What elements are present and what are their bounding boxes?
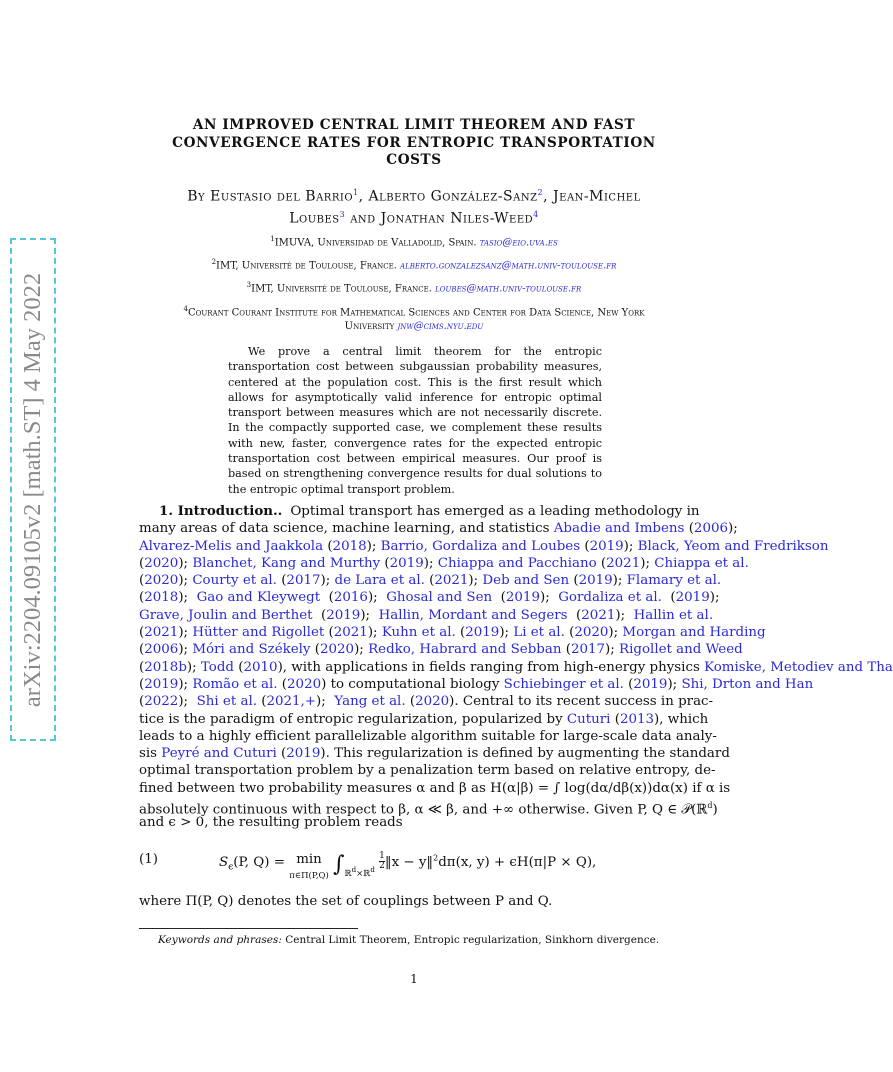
eq-frac-den: 2 <box>379 861 385 871</box>
title-line: AN IMPROVED CENTRAL LIMIT THEOREM AND FAST <box>192 117 636 133</box>
introduction-section <box>139 503 893 832</box>
text-span: ); <box>178 555 193 571</box>
text-span: ( <box>323 538 333 554</box>
citation-link[interactable]: Redko, Habrard and Sebban <box>368 642 562 658</box>
text-line <box>139 607 714 624</box>
text-span: ); <box>186 659 201 675</box>
citation-link[interactable]: Blanchet, Kang and Murthy <box>192 555 381 571</box>
eq-int-sup2: d <box>370 865 375 875</box>
citation-link[interactable]: 2020 <box>415 694 450 710</box>
text-span: ); <box>360 607 379 623</box>
citation-link[interactable]: Barrio, Gordaliza and Loubes <box>380 538 581 554</box>
text-span: ); <box>623 538 638 554</box>
arxiv-stamp[interactable] <box>10 238 56 741</box>
eq-body2: dπ(x, y) + ϵH(π|P × Q), <box>438 855 597 870</box>
text-span: ( <box>139 676 145 692</box>
text-span: ( <box>567 607 582 623</box>
citation-link[interactable]: 2019 <box>465 625 500 641</box>
citation-link[interactable]: Yang et al. <box>334 694 406 710</box>
citation-link[interactable]: 2017 <box>286 573 321 589</box>
text-span: ( <box>564 625 575 641</box>
text-line <box>139 797 718 818</box>
text-span: Optimal transport has emerged as a leading methodology in <box>290 504 700 519</box>
citation-link[interactable]: Móri and Székely <box>192 642 311 658</box>
eq-int-sub2: ×ℝ <box>356 869 371 879</box>
text-line <box>139 676 814 693</box>
text-span: ); <box>423 555 438 571</box>
text-span: ); <box>367 590 387 606</box>
text-span: ( <box>405 694 416 710</box>
text-span: ); <box>667 676 682 692</box>
affiliation-marker[interactable]: 4 <box>533 209 539 219</box>
text-span: ); <box>539 590 559 606</box>
citation-link[interactable]: 2020 <box>144 573 179 589</box>
footnote-label: Keywords and phrases: <box>158 934 282 946</box>
citation-link[interactable]: 2018b <box>144 659 187 675</box>
citation-link[interactable]: Romão et al. <box>192 676 278 692</box>
eq-int-sub: ℝ <box>344 869 352 879</box>
citation-link[interactable]: 2021 <box>434 573 469 589</box>
citation-link[interactable]: 2021 <box>333 625 368 641</box>
text-span: ( <box>380 555 390 571</box>
text-span: ( <box>277 676 288 692</box>
eq-lhs: S <box>219 855 229 870</box>
text-span: ( <box>139 659 145 675</box>
text-span: ( <box>580 538 590 554</box>
citation-link[interactable]: Courty et al. <box>192 573 277 589</box>
text-span: ); <box>612 573 627 589</box>
citation-link[interactable]: 2017 <box>570 642 606 658</box>
eq-min: min <box>296 852 322 867</box>
text-span: ); <box>178 590 197 606</box>
text-span: ( <box>424 573 435 589</box>
text-span: ( <box>139 642 145 658</box>
citation-link[interactable]: 2021 <box>144 625 179 641</box>
text-span: ); <box>608 625 623 641</box>
citation-link[interactable]: Todd <box>200 659 234 675</box>
eq-body-sup: 2 <box>433 853 439 863</box>
text-line <box>139 659 893 676</box>
text-span: ). Central to its recent success in prac- <box>449 694 714 710</box>
by-label: By <box>187 188 206 205</box>
text-line <box>139 711 709 728</box>
superscript: d <box>707 801 713 811</box>
title-line: CONVERGENCE RATES FOR ENTROPIC TRANSPORTATION <box>172 134 656 151</box>
eq-frac-num: 1 <box>379 851 385 861</box>
text-line <box>139 589 720 606</box>
eq-lhs-sub: ϵ <box>228 862 234 873</box>
text-line <box>139 693 714 710</box>
text-span: ( <box>276 573 287 589</box>
citation-link[interactable]: 2019 <box>144 676 179 692</box>
affiliation-text: University <box>344 321 395 333</box>
text-span: fined between two probability measures α and β as H(α|β) = ∫ log(dα/dβ(x))dα(x) if α is <box>139 780 731 796</box>
citation-link[interactable]: 2019 <box>389 555 424 571</box>
eq-integral: ∫ <box>333 852 345 877</box>
citation-link[interactable]: Abadie and Imbens <box>553 521 685 537</box>
text-span: ); <box>468 573 483 589</box>
text-span: ); <box>178 676 193 692</box>
affiliation-marker[interactable]: 3 <box>339 209 346 219</box>
affiliation-text: Courant Courant Institute for Mathematical Sciences and Center for Data Science, New York <box>188 307 645 319</box>
text-span: ( <box>139 625 145 641</box>
citation-link[interactable]: Chiappa and Pacchiano <box>437 555 597 571</box>
text-span: ( <box>661 590 676 606</box>
eq-int-sup: d <box>351 865 357 875</box>
footnote-rule <box>139 928 358 929</box>
affiliation <box>130 302 698 334</box>
paper-title <box>140 117 688 170</box>
citation-link[interactable]: 2019 <box>326 607 361 623</box>
citation-link[interactable]: 2019 <box>633 676 668 692</box>
citation-link[interactable]: Alvarez-Melis and Jaakkola <box>139 538 324 554</box>
text-span: ); <box>178 573 193 589</box>
citation-link[interactable]: 2019 <box>578 573 613 589</box>
text-span: ); <box>709 590 720 606</box>
text-span: ( <box>596 555 607 571</box>
text-span: ); <box>178 642 193 658</box>
and-label: and <box>350 210 376 227</box>
text-span: optimal transportation problem by a penalization term based on relative entropy, de- <box>139 763 716 779</box>
footnote <box>158 934 688 946</box>
text-span: many areas of data science, machine learning, and statistics <box>139 521 554 537</box>
citation-link[interactable]: 2020 <box>287 676 322 692</box>
citation-link[interactable]: Shi, Drton and Han <box>681 676 814 692</box>
citation-link[interactable]: Black, Yeom and Fredrikson <box>637 538 829 554</box>
citation-link[interactable]: Hallin, Mordant and Segers <box>378 607 568 623</box>
citation-link[interactable]: Li et al. <box>513 625 565 641</box>
text-span: tice is the paradigm of entropic regularization, popularized by <box>139 711 567 727</box>
affiliation-marker[interactable]: 1 <box>353 188 359 197</box>
text-span: ( <box>455 625 466 641</box>
text-line <box>139 538 829 555</box>
author-list: By Eustasio del Barrio$^1$, Alberto González-Sanz$^2$, Jean-Michel Loubes$^3$ and Jonathan Niles-Weed$^4$ <box>187 188 641 227</box>
affiliation <box>130 278 698 296</box>
affiliation-text: IMT, Université de Toulouse, France. <box>251 283 432 295</box>
equation-number: (1) <box>139 852 158 867</box>
citation-link[interactable]: Peyré and Cuturi <box>161 746 277 762</box>
text-span: ); <box>605 642 620 658</box>
text-span: ); <box>320 573 335 589</box>
citation-link[interactable]: Deb and Sen <box>482 573 570 589</box>
text-span: ) <box>712 802 718 818</box>
text-line <box>139 520 738 537</box>
affiliation-text: IMT, Université de Toulouse, France. <box>216 260 397 272</box>
text-line <box>139 780 731 797</box>
text-span: ); <box>316 694 335 710</box>
text-span: ); <box>366 538 381 554</box>
citation-link[interactable]: 2020 <box>144 555 179 571</box>
text-span: ( <box>139 573 145 589</box>
author-name: Jonathan Niles-Weed <box>380 210 534 227</box>
equation-1 <box>139 851 689 881</box>
text-span: ( <box>312 607 327 623</box>
citation-link[interactable]: Cuturi <box>566 711 611 727</box>
text-span: leads to a highly efficient parallelizable algorithm suitable for large-scale data analy- <box>139 728 717 744</box>
affiliation <box>130 255 698 273</box>
citation-link[interactable]: 2016 <box>333 590 368 606</box>
text-span: and ϵ > 0, the resulting problem reads <box>139 815 403 831</box>
citation-link[interactable]: 2019 <box>286 746 321 762</box>
citation-link[interactable]: Grave, Joulin and Berthet <box>139 607 313 623</box>
citation-link[interactable]: 2013 <box>619 711 655 727</box>
citation-link[interactable]: Gao and Kleywegt <box>196 590 321 606</box>
author-name: Loubes <box>289 210 340 227</box>
text-line <box>139 641 743 658</box>
citation-link[interactable]: Komiske, Metodiev and Tha <box>704 659 893 675</box>
text-line <box>139 572 722 589</box>
text-span: ( <box>139 590 145 606</box>
text-line <box>139 728 717 745</box>
text-span: ( <box>256 694 267 710</box>
affiliation-number: 4 <box>183 305 188 313</box>
email-link[interactable]: tasio@eio.uva.es <box>479 237 558 249</box>
text-span: ( <box>139 555 145 571</box>
text-span: ( <box>276 746 287 762</box>
text-line <box>139 503 700 520</box>
text-span: ); <box>615 607 634 623</box>
text-span: ) to computational biology <box>321 676 504 692</box>
citation-link[interactable]: 2020 <box>574 625 609 641</box>
affiliation-number: 3 <box>246 281 252 289</box>
citation-link[interactable]: Rigollet and Weed <box>619 642 743 658</box>
text-line <box>139 762 716 779</box>
eq-body: ‖x − y‖ <box>384 855 434 870</box>
affiliation-number: 1 <box>270 235 275 243</box>
text-span: ); <box>354 642 369 658</box>
text-span: ); <box>178 625 193 641</box>
affiliation-number: 2 <box>211 258 217 266</box>
text-line <box>139 555 749 572</box>
citation-link[interactable]: 2018 <box>332 538 367 554</box>
author-name: Jean-Michel <box>553 188 641 205</box>
citation-link[interactable]: 2006 <box>693 521 728 537</box>
citation-link[interactable]: 2019 <box>675 590 710 606</box>
citation-link[interactable]: Hallin et al. <box>633 607 714 623</box>
citation-link[interactable]: Schiebinger et al. <box>503 676 624 692</box>
citation-link[interactable]: Shi et al. <box>196 694 257 710</box>
title-line: COSTS <box>386 152 442 168</box>
citation-link[interactable]: 2021 <box>606 555 641 571</box>
section-heading: 1. Introduction.. <box>159 503 283 519</box>
text-span: ( <box>320 590 334 606</box>
text-span: ); <box>640 555 655 571</box>
text-span: ), with applications in fields ranging from high-energy physics <box>277 659 705 675</box>
text-span: absolutely continuous with respect to β, α ≪ β, and +∞ otherwise. Given P, Q ∈ 𝒫(ℝ <box>139 802 708 818</box>
affiliation-marker[interactable]: 2 <box>537 188 544 197</box>
text-span: ( <box>623 676 634 692</box>
page-number: 1 <box>410 972 418 986</box>
citation-link[interactable]: 2020 <box>320 642 355 658</box>
citation-link[interactable]: 2019 <box>589 538 624 554</box>
author-name: Eustasio del Barrio <box>210 188 354 205</box>
citation-link[interactable]: Ghosal and Sen <box>386 590 493 606</box>
text-span: ( <box>324 625 334 641</box>
text-span: ( <box>610 711 620 727</box>
email-link[interactable]: loubes@math.univ-toulouse.fr <box>435 283 582 295</box>
email-link[interactable]: alberto.gonzalezsanz@math.univ-toulouse.fr <box>400 260 617 272</box>
citation-link[interactable]: 2006 <box>144 642 179 658</box>
citation-link[interactable]: Kuhn et al. <box>381 625 456 641</box>
affiliation-text: IMUVA, Universidad de Valladolid, Spain. <box>274 237 477 249</box>
text-span: ( <box>310 642 320 658</box>
text-span: ( <box>492 590 506 606</box>
text-span: ), which <box>654 711 709 727</box>
citation-link[interactable]: 2010 <box>243 659 278 675</box>
citation-link[interactable]: 2019 <box>505 590 540 606</box>
citation-link[interactable]: Flamary et al. <box>626 573 722 589</box>
citation-link[interactable]: 2022 <box>144 694 179 710</box>
citation-link[interactable]: 2021 <box>581 607 616 623</box>
text-span: sis <box>139 746 162 762</box>
text-span: ( <box>561 642 571 658</box>
text-span: ); <box>178 694 197 710</box>
email-link[interactable]: jnw@cims.nyu.edu <box>397 321 484 333</box>
paragraph: where Π(P, Q) denotes the set of couplings between P and Q. <box>139 894 553 909</box>
abstract: We prove a central limit theorem for the entropic transportation cost between subgaussian probability measures, centered at the population cost. This is the first result which allows for asymptotically valid inference for entropic optimal transport between measures which are not necessarily discrete. In the compactly supported case, we complement these results with new, faster, convergence rates for the expected entropic transportation cost between empirical measures. Our proof is based on strengthening convergence results for dual solutions to the entropic optimal transport problem. <box>228 345 602 496</box>
text-line <box>139 624 766 641</box>
citation-link[interactable]: Morgan and Harding <box>622 625 766 641</box>
affiliation <box>130 232 698 250</box>
citation-link[interactable]: Hütter and Rigollet <box>192 625 325 641</box>
citation-link[interactable]: 2021,+ <box>266 694 317 710</box>
text-span: ( <box>684 521 694 537</box>
text-span: ); <box>367 625 382 641</box>
citation-link[interactable]: de Lara et al. <box>334 573 425 589</box>
text-span: ); <box>499 625 514 641</box>
citation-link[interactable]: 2018 <box>144 590 179 606</box>
citation-link[interactable]: Gordaliza et al. <box>558 590 662 606</box>
text-span: ( <box>569 573 579 589</box>
citation-link[interactable]: Chiappa et al. <box>654 555 749 571</box>
text-span: ( <box>139 694 145 710</box>
footnote-text: Central Limit Theorem, Entropic regularization, Sinkhorn divergence. <box>285 934 660 946</box>
text-span: ( <box>234 659 244 675</box>
arxiv-id: arXiv:2204.09105v2 [math.ST] 4 May 2022 <box>19 272 46 707</box>
text-span: ). This regularization is defined by augmenting the standard <box>320 746 730 762</box>
text-span: ); <box>728 521 738 537</box>
author-name: Alberto González-Sanz <box>368 188 538 205</box>
eq-lhs-args: (P, Q) = <box>233 855 285 870</box>
eq-min-sub: π∈Π(P,Q) <box>289 871 329 881</box>
text-line <box>139 745 730 762</box>
